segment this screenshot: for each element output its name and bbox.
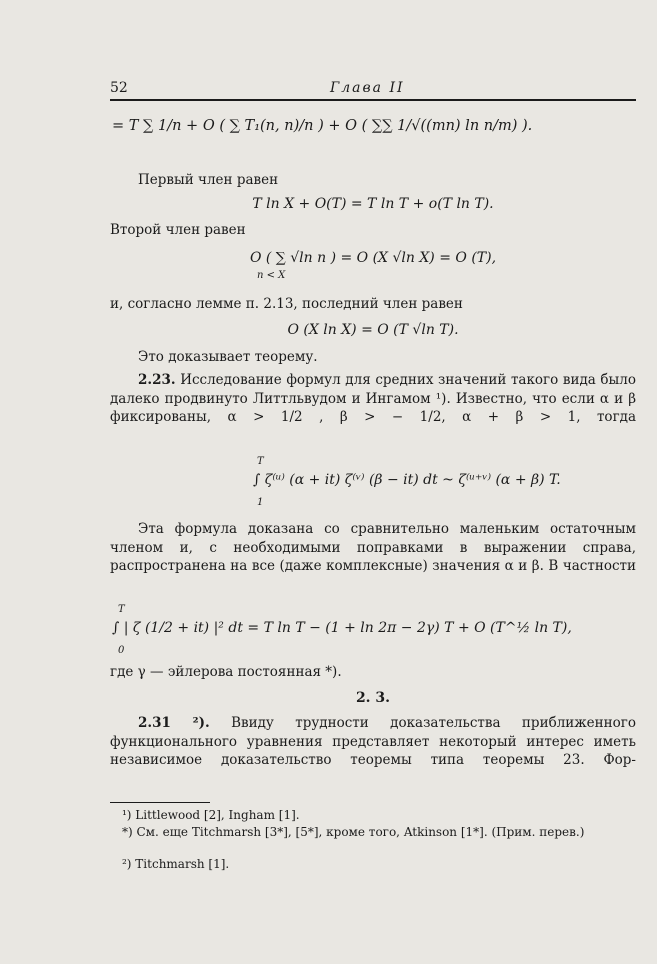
paragraph-2-31-text: Ввиду трудности доказательства приближенного функционального уравнения представляет некоторый интерес иметь независимое доказательство теоремы типа теоремы 23. Фор- bbox=[110, 715, 636, 768]
paragraph-proves: Это доказывает теорему. bbox=[138, 349, 318, 365]
paragraph-first-term: Первый член равен bbox=[138, 172, 279, 188]
header-rule bbox=[110, 99, 636, 101]
paragraph-euler-constant: где γ — эйлерова постоянная *). bbox=[110, 664, 342, 680]
equation-2: T ln X + O(T) = T ln T + o(T ln T). bbox=[252, 196, 494, 212]
section-heading-2-3: 2. 3. bbox=[355, 690, 391, 706]
page-number: 52 bbox=[110, 80, 128, 96]
equation-6: ∫ | ζ (1/2 + it) |² dt = T ln T − (1 + ln 2π − 2γ) T + O (T^½ ln T), bbox=[112, 620, 572, 636]
footnote-1: ¹) Littlewood [2], Ingham [1]. bbox=[122, 808, 300, 822]
equation-5-upper-limit: T bbox=[257, 456, 264, 467]
equation-5: ∫ ζ⁽ᵘ⁾ (α + it) ζ⁽ᵛ⁾ (β − it) dt ~ ζ⁽ᵘ⁺ᵛ⁾ (α + β) T. bbox=[253, 472, 561, 488]
chapter-title: Глава II bbox=[330, 80, 405, 96]
equation-3-subscript: n < X bbox=[257, 270, 286, 281]
paragraph-2-31 bbox=[110, 714, 636, 770]
paragraph-2-23 bbox=[110, 371, 636, 427]
section-number-2-23: 2.23. bbox=[138, 372, 176, 388]
paragraph-second-term: Второй член равен bbox=[110, 222, 246, 238]
footnote-star: *) См. еще Titchmarsh [3*], [5*], кроме того, Atkinson [1*]. (Прим. перев.) bbox=[122, 825, 585, 839]
equation-3: O ( ∑ √ln n ) = O (X √ln X) = O (T), bbox=[249, 250, 497, 266]
paragraph-last-term-text: и, согласно лемме п. 2.13, последний член равен bbox=[110, 296, 463, 312]
equation-6-lower-limit: 0 bbox=[118, 645, 125, 656]
equation-4: O (X ln X) = O (T √ln T). bbox=[287, 322, 459, 338]
paragraph-last-term bbox=[110, 296, 463, 312]
equation-6-upper-limit: T bbox=[118, 604, 125, 615]
equation-5-lower-limit: 1 bbox=[257, 497, 264, 508]
equation-1: = T ∑ 1/n + O ( ∑ T₁(n, n)/n ) + O ( ∑∑ 1/√((mn) ln n/m) ). bbox=[112, 118, 533, 134]
paragraph-2-23-text: Исследование формул для средних значений такого вида было далеко продвинуто Литтльвудом и Ингамом ¹). Известно, что если α и β фиксированы, α > 1/2 , β > − 1/2, α + β > 1, тогда bbox=[110, 372, 636, 425]
section-number-2-31: 2.31 ²). bbox=[138, 715, 210, 731]
footnote-2: ²) Titchmarsh [1]. bbox=[122, 857, 230, 871]
footnote-rule bbox=[110, 802, 210, 803]
paragraph-formula-proved: Эта формула доказана со сравнительно маленьким остаточным членом и, с необходимыми поправками в выражении справа, распространена на все (даже комплексные) значения α и β. В частности bbox=[110, 521, 636, 574]
